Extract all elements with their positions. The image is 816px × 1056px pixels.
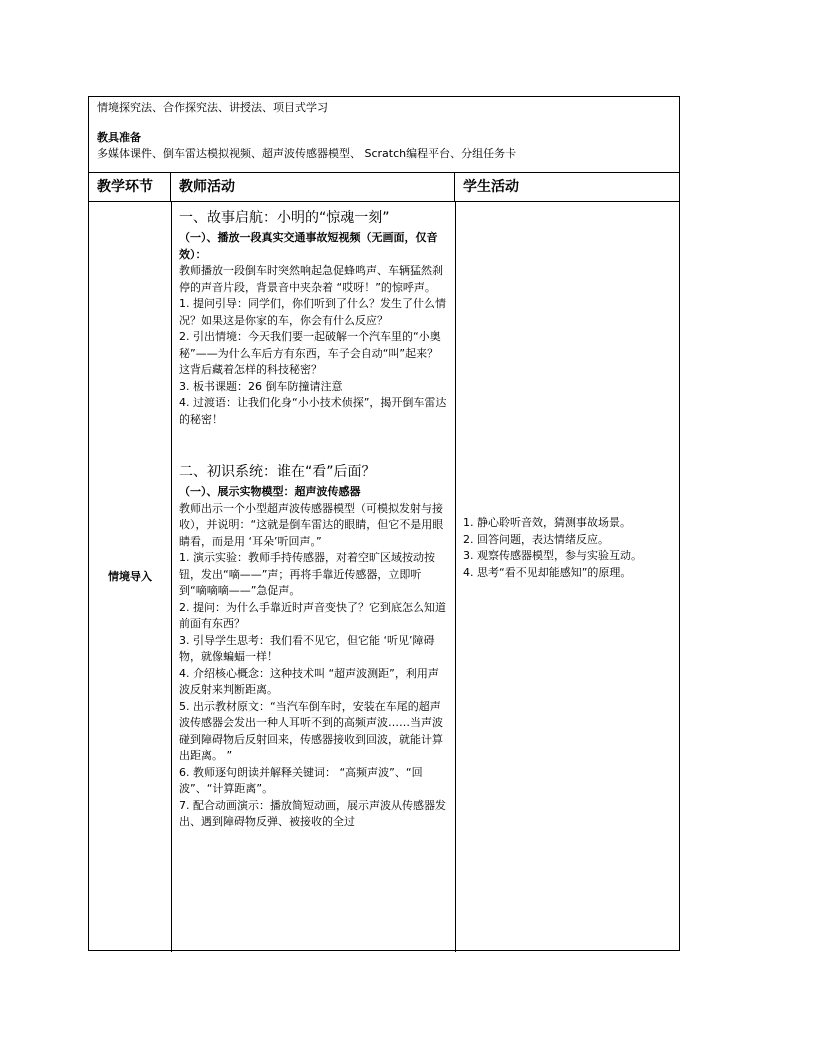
teacher-activity-cell [179, 208, 449, 948]
student-activity-cell [463, 515, 673, 581]
lesson-plan-table [88, 96, 680, 951]
paragraph: 6. 教师逐句朗读并解释关键词： “高频声波”、“回波”、“计算距离”。 [179, 765, 423, 795]
student-item: 2. 回答问题，表达情绪反应。 [463, 532, 609, 546]
section-title: 一、故事启航：小明的“惊魂一刻” [179, 210, 390, 226]
section-title: 二、初识系统：谁在“看”后面？ [179, 464, 376, 480]
paragraph: 4. 介绍核心概念：这种技术叫 “超声波测距”，利用声波反射来判断距离。 [179, 666, 439, 696]
paragraph: 7. 配合动画演示：播放简短动画，展示声波从传感器发出、遇到障碍物反弹、被接收的全过 [179, 798, 446, 828]
section-subtitle: （一）、展示实物模型：超声波传感器 [179, 485, 361, 498]
student-item: 4. 思考“看不见却能感知”的原理。 [463, 565, 632, 579]
materials-list: 多媒体课件、倒车雷达模拟视频、超声波传感器模型、 Scratch编程平台、分组任务卡 [97, 147, 517, 160]
header-student-activity: 学生活动 [463, 179, 519, 195]
header-teacher-activity: 教师活动 [171, 173, 455, 201]
header-stage: 教学环节 [89, 173, 171, 201]
paragraph: 2. 引出情境：今天我们要一起破解一个汽车里的“小奥秘”——为什么车后方有东西，车子会自动“叫”起来？这背后藏着怎样的科技秘密？ [179, 330, 441, 376]
student-item: 1. 静心聆听音效，猜测事故场景。 [463, 516, 631, 529]
paragraph: 1. 提问引导：同学们，你们听到了什么？发生了什么情况？如果这是你家的车，你会有什么反应？ [179, 297, 446, 327]
paragraph: 4. 过渡语：让我们化身“小小技术侦探”，揭开倒车雷达的秘密！ [179, 396, 447, 426]
paragraph: 2. 提问：为什么手靠近时声音变快了？它到底怎么知道前面有东西？ [179, 600, 446, 630]
paragraph: 5. 出示教材原文：“当汽车倒车时，安装在车尾的超声波传感器会发出一种人耳听不到的高频声波……当声波碰到障碍物后反射回来，传感器接收到回波，就能计算出距离。 ” [179, 699, 443, 762]
materials-title: 教具准备 [97, 131, 141, 144]
paragraph: 1. 演示实验：教师手持传感器，对着空旷区域按动按钮，发出“嘀——”声；再将手靠近传感器，立即听到“嘀嘀嘀——”急促声。 [179, 551, 435, 597]
methods-and-materials [89, 97, 679, 173]
paragraph: 3. 引导学生思考：我们看不见它，但它能 ‘听见’障碍物，就像蝙蝠一样！ [179, 633, 435, 663]
paragraph: 教师出示一个小型超声波传感器模型（可模拟发射与接收），并说明：“这就是倒车雷达的眼睛，但它不是用眼睛看，而是用 ‘耳朵’听回声。” [179, 501, 444, 548]
section-subtitle: （一）、播放一段真实交通事故短视频（无画面，仅音效）： [179, 231, 438, 261]
table-header-row [89, 173, 679, 202]
paragraph: 3. 板书课题：26 倒车防撞请注意 [179, 379, 343, 393]
teaching-methods: 情境探究法、合作探究法、讲授法、项目式学习 [97, 101, 328, 114]
spacer [179, 428, 449, 462]
table-row [89, 202, 679, 950]
stage-label: 情境导入 [108, 570, 152, 583]
student-item: 3. 观察传感器模型，参与实验互动。 [463, 549, 642, 562]
paragraph: 教师播放一段倒车时突然响起急促蜂鸣声、车辆猛然刹停的声音片段，背景音中夹杂着 “哎呀！”的惊呼声。 [179, 264, 443, 294]
